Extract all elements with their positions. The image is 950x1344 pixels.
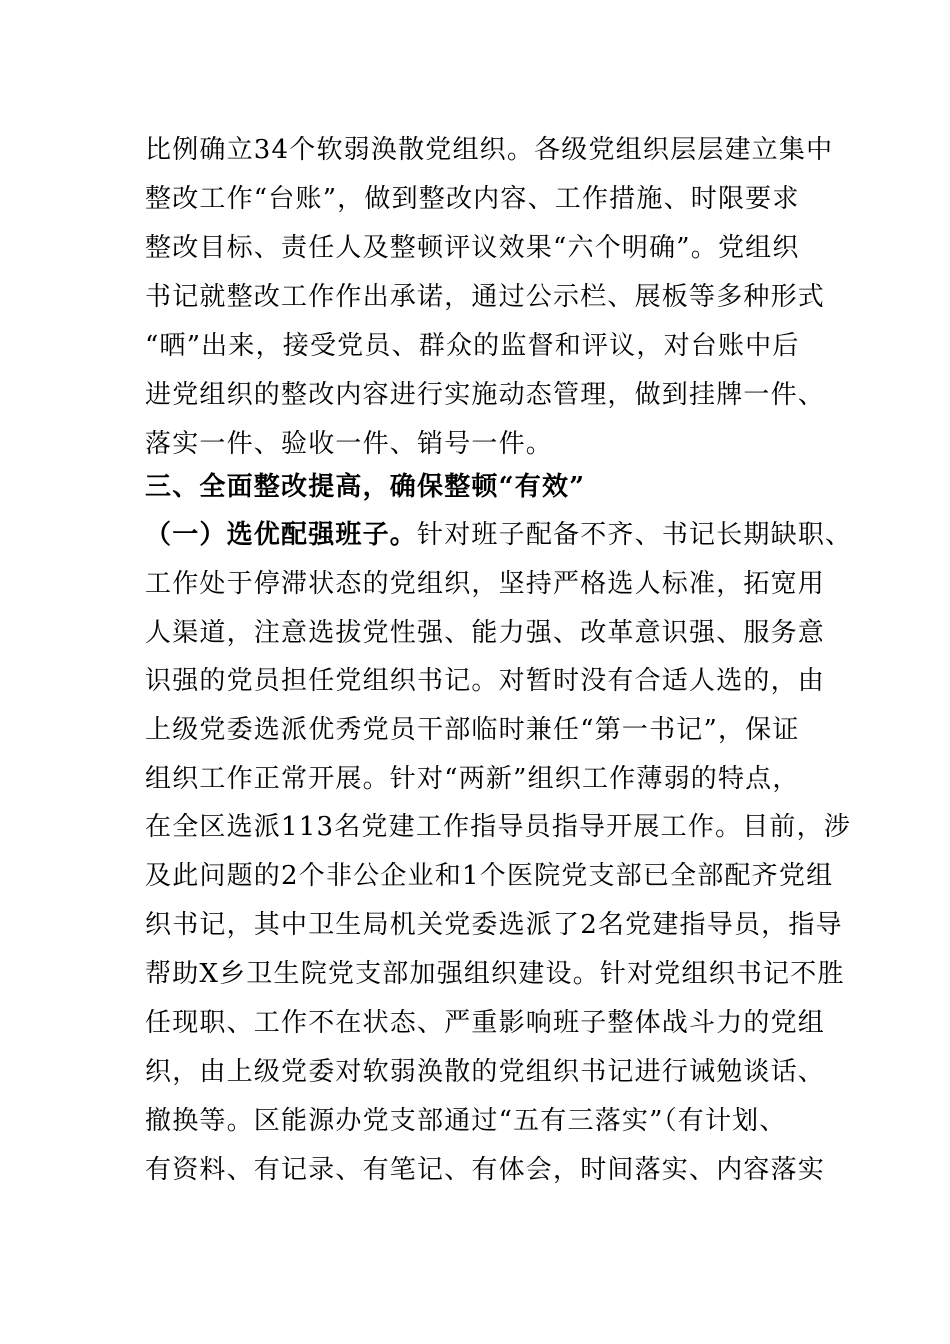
paragraph-line: 整改工作“台账”，做到整改内容、工作措施、时限要求: [145, 184, 800, 214]
paragraph-line: 有资料、有记录、有笔记、有体会，时间落实、内容落实: [145, 1155, 826, 1185]
paragraph-line: 工作处于停滞状态的党组织，坚持严格选人标准，拓宽用: [145, 569, 826, 599]
subsection-first-line: [145, 518, 853, 552]
section-heading: 三、全面整改提高，确保整顿“有效”: [145, 472, 586, 502]
paragraph-line: 落实一件、验收一件、销号一件。: [145, 429, 554, 459]
subsection-first-line-text: 针对班子配备不齐、书记长期缺职、: [417, 520, 853, 550]
subsection-heading: （一）选优配强班子。: [145, 520, 418, 550]
paragraph-line: 人渠道，注意选拔党性强、能力强、改革意识强、服务意: [145, 618, 826, 648]
paragraph-line: 在全区选派113名党建工作指导员指导开展工作。目前，涉: [145, 812, 852, 842]
paragraph-line: 识强的党员担任党组织书记。对暂时没有合适人选的，由: [145, 666, 826, 696]
paragraph-line: 帮助X乡卫生院党支部加强组织建设。针对党组织书记不胜: [145, 959, 845, 989]
paragraph-line: 进党组织的整改内容进行实施动态管理，做到挂牌一件、: [145, 380, 826, 410]
paragraph-line: 织，由上级党委对软弱涣散的党组织书记进行诫勉谈话、: [145, 1057, 826, 1087]
paragraph-line: 组织工作正常开展。针对“两新”组织工作薄弱的特点，: [145, 764, 800, 794]
paragraph-line: 书记就整改工作作出承诺，通过公示栏、展板等多种形式: [145, 282, 826, 312]
paragraph-line: 比例确立34个软弱涣散党组织。各级党组织层层建立集中: [145, 135, 834, 165]
paragraph-line: 撤换等。区能源办党支部通过“五有三落实”（有计划、: [145, 1106, 787, 1136]
paragraph-line: “晒”出来，接受党员、群众的监督和评议，对台账中后: [145, 331, 800, 361]
paragraph-line: 上级党委选派优秀党员干部临时兼任“第一书记”，保证: [145, 715, 800, 745]
paragraph-line: 任现职、工作不在状态、严重影响班子整体战斗力的党组: [145, 1008, 826, 1038]
paragraph-line: 织书记，其中卫生局机关党委选派了2名党建指导员，指导: [145, 910, 843, 940]
paragraph-line: 及此问题的2个非公企业和1个医院党支部已全部配齐党组: [145, 861, 834, 891]
paragraph-line: 整改目标、责任人及整顿评议效果“六个明确”。党组织: [145, 233, 800, 263]
